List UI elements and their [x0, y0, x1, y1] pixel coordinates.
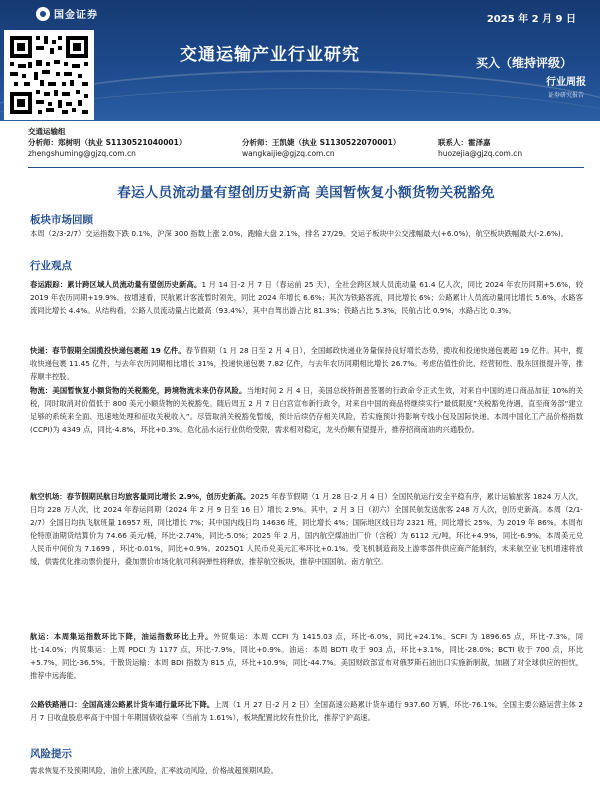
contact-label: 联系人：	[438, 138, 468, 147]
paragraph-aviation	[30, 490, 583, 568]
contact-name: 霍泽嘉	[468, 138, 491, 147]
qr-code	[4, 30, 94, 120]
author-email[interactable]: zhengshuming@gjzq.com.cn	[28, 149, 136, 158]
paragraph-body: 上周（1 月 27 日-2 月 2 日）全国高速公路累计货车通行 937.60 万辆，环比-76.1%。全国主要公路运营主体 2 月 7 日收盘股息率高于中国十年期国债收益率（当前为 1.61%），板块配置比较有性价比，推荐宁沪高速。	[30, 700, 583, 722]
author-row	[28, 137, 588, 148]
email-row	[28, 148, 588, 159]
report-title: 交通运输产业行业研究	[180, 45, 360, 65]
divider	[28, 167, 584, 168]
author-email[interactable]: wangkaijie@gjzq.com.cn	[242, 149, 335, 158]
report-date: 2025 年 2 月 9 日	[486, 14, 576, 25]
qr-code-icon	[6, 32, 92, 118]
section-title-risk: 风险提示	[30, 748, 72, 760]
paragraph-spring-travel	[30, 278, 583, 317]
report-subtype: 证券研究报告	[547, 92, 584, 99]
report-header	[0, 0, 600, 121]
paragraph-highway	[30, 698, 583, 724]
brand-logo	[36, 6, 98, 21]
rating-badge: 买入（维持评级）	[475, 56, 572, 70]
paragraph-body: 1 月 14 日-2 月 7 日（春运前 25 天），全社会跨区域人员流动量 61.4 亿人次，同比 2024 年农历同期+5.6%，较 2019 年农历同期+19.9%。按增速看，民航累计客流暂时领先，同比 2024 年增长 6.6%；其次为铁路客流，同比增长 6%；公路累计人员流动量同比增长 5.6%，水路客流同比增长 4.4%。从结构看，公路人员流动量占比最高（93.4%），其中自驾出游占比 81.3%；铁路占比 5.3%，民航占比 0.9%，水路占比 0.3%。	[30, 280, 584, 315]
paragraph-body: 外贸集运：本周 CCFI 为 1415.03 点，环比-6.0%，同比+24.1%。SCFI 为 1896.65 点，环比-7.3%，同比-14.0%；内贸集运：上周 PDCI 为 1177 点，环比-7.9%，同比+0.9%。油运：本周 BDTI 收于 903 点，环比+3.1%，同比-28.0%；BCTI 收于 700 点，环比+5.7%，同比-36.5%。干散货运输：本周 BDI 指数为 815 点，环比+10.9%，同比-44.7%。美国财政部宣布对俄罗斯石油出口实施新制裁，加剧了对全球供应的担忧，推荐中远海能。	[30, 632, 583, 680]
paragraph-lead: 春运跟踪：累计跨区域人员流动量有望创历史新高。	[30, 280, 202, 289]
paragraph-shipping	[30, 630, 583, 682]
paragraph-lead: 航运：本周集运指数环比下降，油运指数环比上升。	[30, 632, 214, 641]
author-name: 郑树明（执业 S1130521040001）	[58, 138, 187, 147]
section-title-market: 板块市场回顾	[30, 214, 93, 226]
team-name: 交通运输组	[28, 127, 66, 136]
author-block	[28, 126, 588, 159]
author-label: 分析师：	[28, 138, 58, 147]
report-type: 行业周报	[546, 77, 586, 88]
paragraph-lead: 航空机场：春节假期民航日均旅客量同比增长 2.9%，创历史新高。	[30, 492, 251, 501]
author-label: 分析师：	[242, 138, 272, 147]
section-title-views: 行业观点	[30, 260, 72, 272]
risk-text: 需求恢复不及预期风险，油价上涨风险，汇率波动风险，价格战超预期风险。	[30, 766, 279, 775]
contact-email[interactable]: huozejia@gjzq.com.cn	[438, 149, 523, 158]
logo-icon	[36, 7, 50, 21]
paragraph-lead: 物流：美国暂恢复小额货物的关税豁免，跨境物流未来仍存风险。	[30, 386, 247, 395]
paragraph-body: 当地时间 2 月 4 日，美国总统特朗普签署的行政命令正式生效，对来自中国的进口商品加征 10%的关税，同时取消对价值低于 800 美元小额货物的关税豁免。随后周五 2 月 7 日白宫宣布新行政令，对来自中国的商品将继续实行“最低限度”关税豁免待遇，直至商务部“建立足够的系统来全面、迅速地处理和征收关税收入”。尽管取消关税豁免暂缓，预计后续仍存相关风险，若实施预计将影响专线小包及国际快递。本周中国化工产品价格指数(CCPI)为 4349 点，同比-4.8%，环比+0.3%。危化品水运行业供给受限，需求相对稳定，龙头份额有望提升，推荐招商南油的兴通股份。	[30, 386, 584, 434]
author-name: 王凯婕（执业 S1130522070001）	[272, 138, 401, 147]
paragraph-body: 春节假期（1 月 28 日至 2 月 4 日），全国邮政快递业务量保持良好增长态势，揽收和投递快递包裹超 19 亿件。其中，揽收快递包裹 11.45 亿件，与去年农历同期相比增长 31%，投递快递包裹 7.82 亿件，与去年农历同期相比增长 26.7%。考虑估值性价比、经营韧性、股东回报提升等，推荐顺丰控股。	[30, 346, 583, 381]
paragraph-lead: 快递：春节假期全国揽投快递包裹超 19 亿件。	[30, 346, 186, 355]
paragraph-lead: 公路铁路港口：全国高速公路累计货车通行量环比下降。	[30, 700, 215, 709]
market-review-text: 本周（2/3-2/7）交运指数下跌 0.1%，沪深 300 指数上涨 2.0%，跑输大盘 2.1%，排名 27/29。交运子板块中公交涨幅最大(+6.0%)，航空板块跌幅最大(-2.6%)。	[30, 229, 569, 238]
paragraph-body: 2025 年春节假期（1 月 28 日-2 月 4 日）全国民航运行安全平稳有序，累计运输旅客 1824 万人次，日均 228 万人次，比 2024 年春运同期（2024 年 2 月 9 日至 16 日）增长 2.9%。其中，2 月 3 日（初六）全国民航发送旅客 248 万人次，创历史新高。本周（2/1-2/7）全国日均执飞航班量 16957 班，同比增长 7%；其中国内线日均 14636 班，同比增长 4%；国际地区线日均 2321 班，同比增长 25%，为 2019 年 86%。本周布伦特原油期货结算价为 74.66 美元/桶，环比-2.74%，同比-5.0%；2025 年 2 月，国内航空煤油出厂价（含税）为 6112 元/吨，环比+4.9%，同比-6.9%。本周美元兑人民币中间价为 7.1699 ，环比-0.01%，同比+0.9%。2025Q1 人民币兑美元汇率环比+0.1%。受飞机制造商及上游零部件供应商产能制约，未来航空业飞机增速将放缓，供需优化推动票价提升，叠加票价市场化航司利润弹性将释放，推荐航空板块，推荐中国国航、南方航空。	[30, 492, 584, 566]
paragraph-logistics	[30, 384, 583, 436]
logo-text: 国金证券	[54, 10, 98, 21]
report-headline: 春运人员流动量有望创历史新高 美国暂恢复小额货物关税豁免	[117, 185, 495, 201]
paragraph-express	[30, 344, 583, 383]
